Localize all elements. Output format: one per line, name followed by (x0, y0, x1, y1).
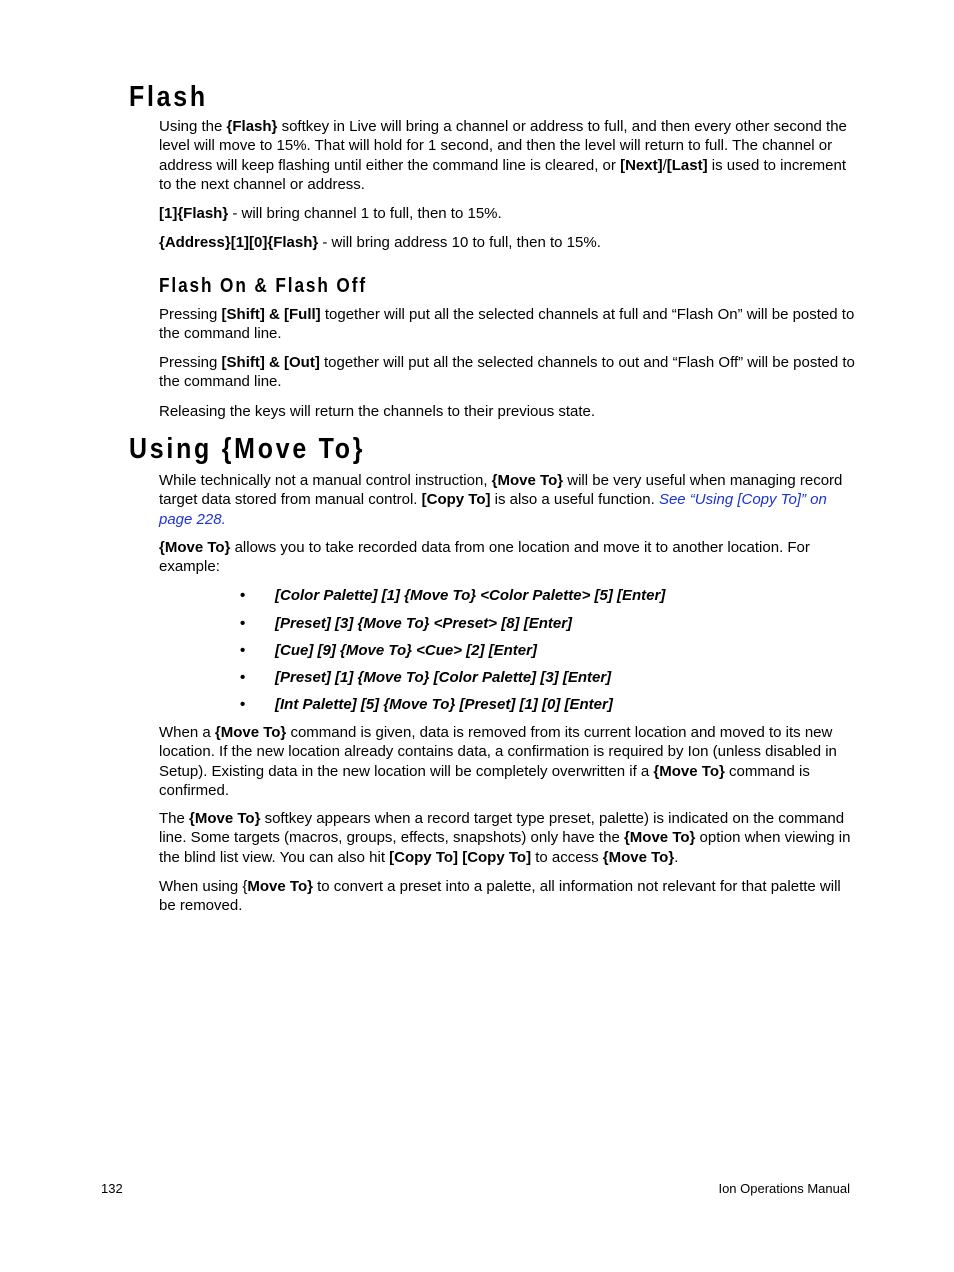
list-item: • [Color Palette] [1] {Move To} <Color Palette> [5] [Enter] (240, 587, 666, 604)
subsection-title-flash-on-off: Flash On & Flash Off (159, 275, 367, 297)
page-number: 132 (101, 1181, 123, 1196)
release-keys-paragraph: Releasing the keys will return the channels to their previous state. (159, 403, 596, 420)
bullet-icon: • (240, 642, 246, 659)
move-to-paragraph-2: {Move To} allows you to take recorded data from one location and move it to another location. For example: (159, 539, 810, 576)
section-title-flash: Flash (129, 81, 208, 113)
flash-on-paragraph: Pressing [Shift] & [Full] together will put all the selected channels at full and “Flash On” will be posted to the command line. (159, 306, 855, 343)
flash-paragraph-1: Using the {Flash} softkey in Live will bring a channel or address to full, and then every other second the level will move to 15%. That will hold for 1 second, and then the level will return to full. The channel or address will keep flashing until either the command line is cleared, or [Next]/[Last] is used to increment to the next channel or address. (159, 118, 847, 194)
copy-to-cross-reference-link[interactable]: See “Using [Copy To]” on page 228 (159, 491, 827, 528)
move-to-paragraph-1: While technically not a manual control instruction, {Move To} will be very useful when managing record target data stored from manual control. [Copy To] is also a useful function. See “Using [Copy To]” on page 228. (159, 472, 843, 528)
manual-title: Ion Operations Manual (718, 1181, 850, 1196)
move-to-paragraph-3: When a {Move To} command is given, data is removed from its current location and moved to its new location. If the new location already contains data, a confirmation is required by Ion (unless disabled in Setup). Existing data in the new location will be completely overwritten if a {Move To} command is confirmed. (159, 724, 837, 800)
bullet-icon: • (240, 587, 246, 604)
move-to-paragraph-5: When using {Move To} to convert a preset into a palette, all information not relevant for that palette will be removed. (159, 878, 841, 915)
list-item: • [Preset] [1] {Move To} [Color Palette] [3] [Enter] (240, 669, 612, 686)
flash-off-paragraph: Pressing [Shift] & [Out] together will put all the selected channels to out and “Flash Off” will be posted to the command line. (159, 354, 855, 391)
section-title-move-to: Using {Move To} (129, 433, 366, 465)
flash-paragraph-3: {Address}[1][0]{Flash} - will bring address 10 to full, then to 15%. (159, 234, 601, 251)
list-item: • [Int Palette] [5] {Move To} [Preset] [1] [0] [Enter] (240, 696, 613, 713)
bullet-icon: • (240, 615, 246, 632)
list-item: • [Preset] [3] {Move To} <Preset> [8] [Enter] (240, 615, 573, 632)
bullet-icon: • (240, 696, 246, 713)
flash-paragraph-2: [1]{Flash} - will bring channel 1 to full, then to 15%. (159, 205, 502, 222)
list-item: • [Cue] [9] {Move To} <Cue> [2] [Enter] (240, 642, 537, 659)
move-to-paragraph-4: The {Move To} softkey appears when a record target type preset, palette) is indicated on the command line. Some targets (macros, groups, effects, snapshots) only have the {Move To} option when viewing in the blind list view. You can also hit [Copy To] [Copy To] to access {Move To}. (159, 810, 851, 866)
bullet-icon: • (240, 669, 246, 686)
